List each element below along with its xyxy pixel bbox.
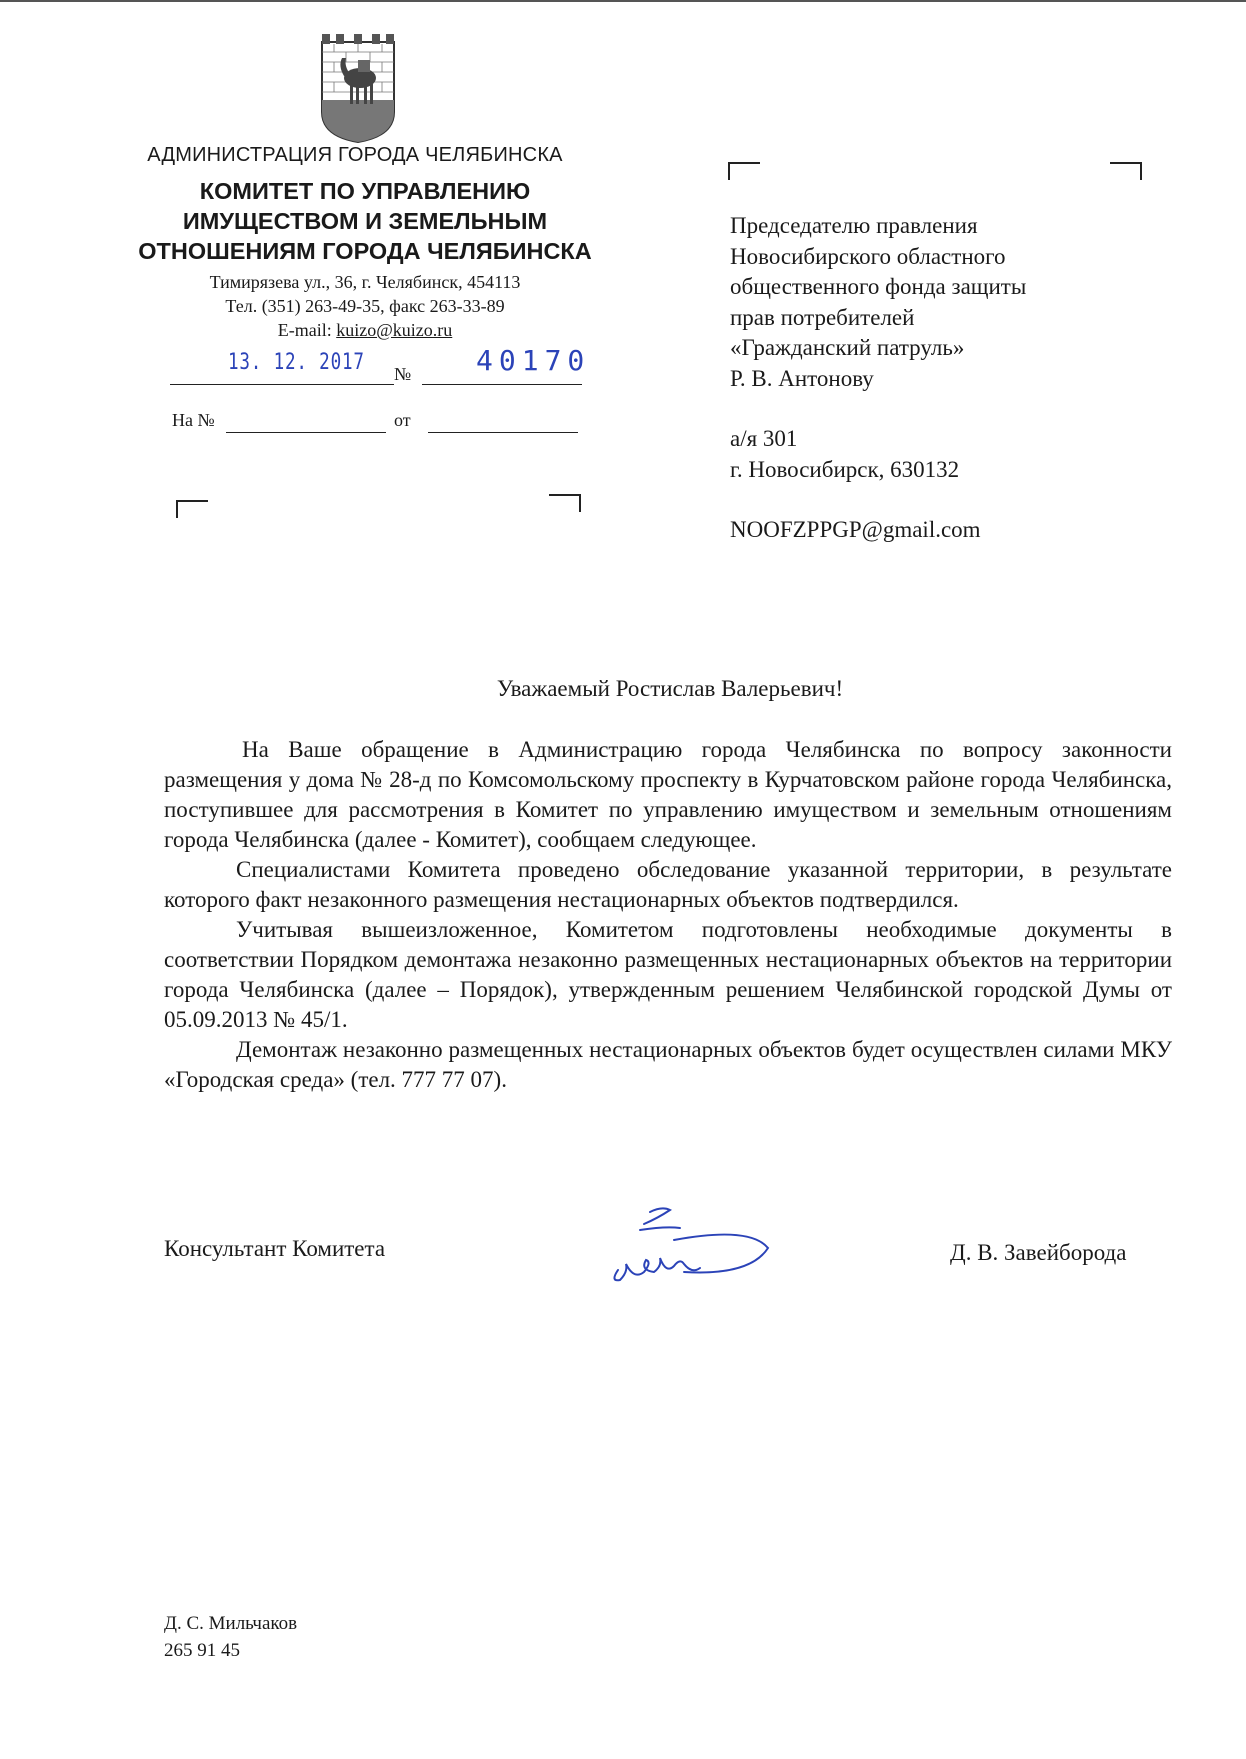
reference-number-label: На № bbox=[172, 410, 215, 430]
registration-date-line bbox=[170, 384, 394, 385]
spacer bbox=[730, 394, 1026, 424]
email-label: E-mail: bbox=[277, 320, 337, 340]
corner-mark bbox=[728, 162, 760, 180]
letter-body bbox=[164, 735, 1172, 1095]
committee-name-line: ОТНОШЕНИЯМ ГОРОДА ЧЕЛЯБИНСКА bbox=[138, 238, 592, 264]
recipient-email[interactable]: NOOFZPPGP@gmail.com bbox=[730, 517, 981, 542]
committee-email-link[interactable]: kuizo@kuizo.ru bbox=[336, 320, 453, 340]
spacer bbox=[730, 485, 1026, 515]
executor-name: Д. С. Мильчаков bbox=[164, 1613, 298, 1634]
committee-name-line: ИМУЩЕСТВОМ И ЗЕМЕЛЬНЫМ bbox=[182, 208, 548, 234]
signatory-name: Д. В. Завейборода bbox=[950, 1240, 1127, 1265]
recipient-line: Новосибирского областного bbox=[730, 243, 1006, 269]
recipient-line: прав потребителей bbox=[730, 304, 915, 330]
corner-mark bbox=[549, 494, 581, 512]
reference-row bbox=[172, 410, 592, 440]
committee-name bbox=[110, 176, 620, 266]
recipient-line: Председателю правления bbox=[730, 213, 978, 238]
administration-name: АДМИНИСТРАЦИЯ ГОРОДА ЧЕЛЯБИНСКА bbox=[147, 144, 563, 166]
reference-from-line bbox=[428, 432, 578, 433]
salutation: Уважаемый Ростислав Валерьевич! bbox=[496, 676, 844, 701]
executor-info bbox=[164, 1610, 297, 1664]
committee-name-line: КОМИТЕТ ПО УПРАВЛЕНИЮ bbox=[199, 178, 531, 204]
body-paragraph: Специалистами Комитета проведено обследование указанной территории, в результате которого факт незаконного размещения нестационарных объектов подтвердился. bbox=[164, 857, 1172, 912]
registration-number-line bbox=[422, 384, 582, 385]
recipient-city: г. Новосибирск, 630132 bbox=[730, 456, 960, 482]
registration-date-stamp: 13. 12. 2017 bbox=[228, 350, 365, 375]
reference-number-line bbox=[226, 432, 386, 433]
handwritten-signature-icon bbox=[600, 1200, 780, 1295]
body-paragraph: На Ваше обращение в Администрацию города Челябинска по вопросу законности размещения у дома № 28-д по Комсомольскому проспекту в Курчатовском районе города Челябинска, поступившее для рассмотрения в Комитет по управлению имуществом и земельным отношениям города Челябинска (далее - Комитет), сообщаем следующее. bbox=[164, 737, 1172, 852]
corner-mark bbox=[176, 500, 208, 518]
page-top-edge bbox=[0, 0, 1246, 2]
registration-number-stamp: 40170 bbox=[476, 344, 591, 377]
registration-number-sign: № bbox=[394, 364, 412, 384]
committee-contacts bbox=[110, 270, 620, 342]
recipient-block bbox=[730, 211, 1026, 546]
committee-email-row bbox=[110, 318, 620, 342]
signatory-title: Консультант Комитета bbox=[164, 1236, 386, 1261]
corner-mark bbox=[1110, 162, 1142, 180]
committee-phone: Тел. (351) 263-49-35, факс 263-33-89 bbox=[225, 296, 505, 316]
committee-address: Тимирязева ул., 36, г. Челябинск, 454113 bbox=[209, 272, 521, 292]
city-coat-of-arms-icon bbox=[318, 32, 398, 144]
recipient-line: общественного фонда защиты bbox=[730, 274, 1027, 299]
body-paragraph: Учитывая вышеизложенное, Комитетом подготовлены необходимые документы в соответствии Порядком демонтажа незаконно размещенных нестационарных объектов на территории города Челябинска (далее – Порядок), утвержденным решением Челябинской городской Думы от 05.09.2013 № 45/1. bbox=[164, 917, 1172, 1032]
executor-phone: 265 91 45 bbox=[164, 1640, 240, 1661]
reference-from-label: от bbox=[394, 410, 411, 430]
recipient-name: Р. В. Антонову bbox=[730, 365, 874, 391]
body-paragraph: Демонтаж незаконно размещенных нестационарных объектов будет осуществлен силами МКУ «Городская среда» (тел. 777 77 07). bbox=[164, 1037, 1172, 1092]
registration-row bbox=[170, 344, 591, 386]
recipient-po-box: а/я 301 bbox=[730, 426, 798, 451]
recipient-line: «Гражданский патруль» bbox=[730, 335, 965, 360]
